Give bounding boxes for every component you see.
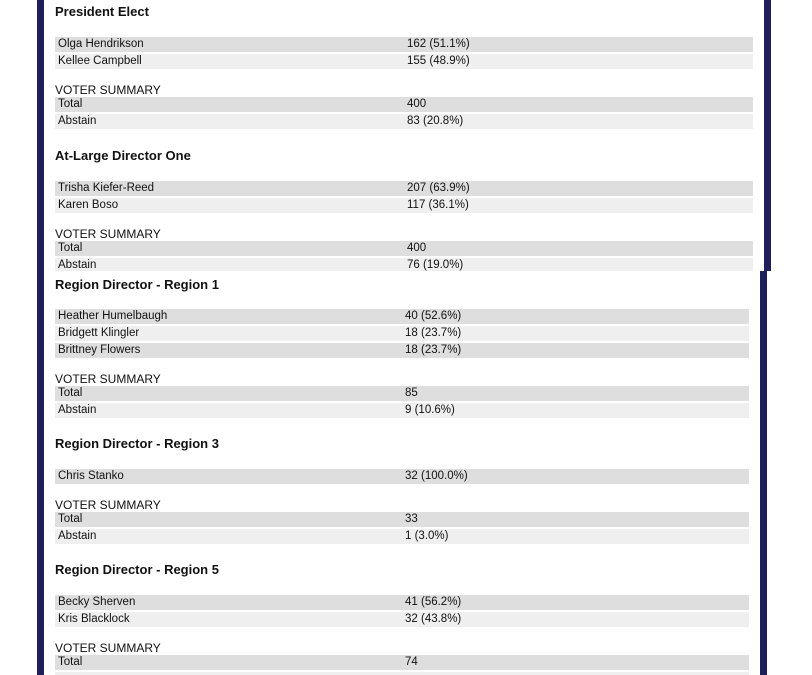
candidate-name: Karen Boso [58,199,119,211]
summary-result: 400 [407,98,427,110]
candidate-result: 41 (56.2%) [405,596,462,608]
candidate-result: 18 (23.7%) [405,344,462,356]
candidate-result: 155 (48.9%) [407,55,470,67]
summary-row [55,241,753,256]
candidate-row [55,595,749,610]
race-title: At-Large Director One [55,148,191,163]
summary-name: Total [58,387,83,399]
candidate-row [55,198,753,213]
candidate-row [55,469,749,484]
candidate-result: 32 (43.8%) [405,613,462,625]
voter-summary-label: VOTER SUMMARY [55,227,161,241]
results-page-segment-top [44,0,764,271]
candidate-row [55,612,749,627]
voter-summary-label: VOTER SUMMARY [55,372,161,386]
summary-name: Total [58,656,83,668]
summary-result: 85 [405,387,418,399]
summary-row [55,97,753,112]
candidate-result: 162 (51.1%) [407,38,470,50]
summary-name: Total [58,98,83,110]
candidate-result: 32 (100.0%) [405,470,468,482]
summary-result: 1 (3.0%) [405,530,449,542]
candidate-row [55,326,749,341]
summary-result: 33 [405,513,418,525]
candidate-name: Kris Blacklock [58,613,130,625]
candidate-name: Becky Sherven [58,596,136,608]
summary-name: Abstain [58,115,97,127]
summary-name: Abstain [58,404,97,416]
candidate-name: Brittney Flowers [58,344,141,356]
results-page-segment-bottom [44,271,760,675]
candidate-name: Bridgett Klingler [58,327,140,339]
candidate-name: Trisha Kiefer-Reed [58,182,155,194]
race-title: Region Director - Region 1 [55,277,219,292]
summary-name: Total [58,242,83,254]
summary-row [55,114,753,129]
candidate-row [55,54,753,69]
candidate-row [55,37,753,52]
candidate-row [55,343,749,358]
summary-result: 400 [407,242,427,254]
candidate-name: Olga Hendrikson [58,38,144,50]
summary-result: 74 [405,656,418,668]
summary-result: 9 (10.6%) [405,404,455,416]
candidate-name: Chris Stanko [58,470,124,482]
summary-row [55,403,749,418]
candidate-result: 40 (52.6%) [405,310,462,322]
voter-summary-label: VOTER SUMMARY [55,641,161,655]
voter-summary-label: VOTER SUMMARY [55,83,161,97]
candidate-result: 117 (36.1%) [407,199,469,211]
candidate-row [55,309,749,324]
candidate-result: 207 (63.9%) [407,182,470,194]
summary-name: Abstain [58,530,97,542]
page-border-right-bottom [760,271,767,675]
page-border-right-top [764,0,771,271]
page-border-left-top [37,0,44,271]
candidate-name: Heather Humelbaugh [58,310,168,322]
summary-result: 76 (19.0%) [407,259,464,271]
summary-result: 83 (20.8%) [407,115,464,127]
candidate-name: Kellee Campbell [58,55,142,67]
voter-summary-label: VOTER SUMMARY [55,498,161,512]
summary-row [55,258,753,271]
candidate-row [55,181,753,196]
race-title: Region Director - Region 5 [55,562,219,577]
race-title: Region Director - Region 3 [55,436,219,451]
summary-row [55,655,749,670]
summary-row [55,529,749,544]
race-title: President Elect [55,4,149,19]
summary-name: Total [58,513,83,525]
summary-row [55,512,749,527]
summary-row [55,386,749,401]
page-border-left-bottom [37,271,44,675]
summary-name: Abstain [58,259,97,271]
candidate-result: 18 (23.7%) [405,327,462,339]
